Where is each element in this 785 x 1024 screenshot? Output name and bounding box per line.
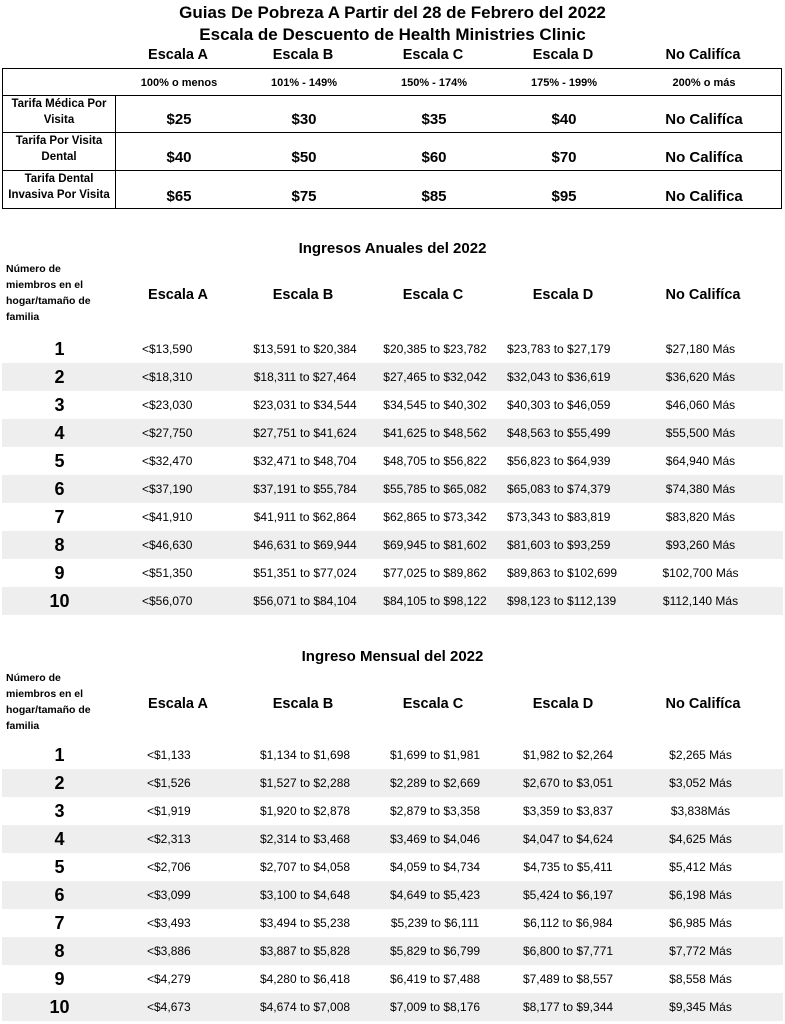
percent-range-c: 150% - 174% xyxy=(400,77,468,89)
income-cell-d: $73,343 to $83,819 xyxy=(507,510,611,524)
label-line: Dental xyxy=(41,151,77,163)
family-size-number: 2 xyxy=(54,367,65,387)
fee-value: $35 xyxy=(421,111,447,128)
family-size-number: 9 xyxy=(54,969,65,989)
income-cell-e: $83,820 Más xyxy=(665,510,736,524)
monthly-income-title: Ingreso Mensual del 2022 xyxy=(301,648,484,665)
income-cell-d: $98,123 to $112,139 xyxy=(507,594,617,608)
family-size-number: 3 xyxy=(54,801,65,821)
fee-value: No Califíca xyxy=(665,149,743,166)
income-cell-a: <$4,673 xyxy=(147,1000,191,1014)
label-line: familia xyxy=(6,311,40,323)
income-cell-a: <$27,750 xyxy=(142,426,193,440)
family-size-number: 8 xyxy=(54,941,65,961)
income-cell-d: $4,047 to $4,624 xyxy=(522,832,614,846)
label-line: Tarifa Médica Por xyxy=(11,98,107,110)
family-size-number: 5 xyxy=(54,451,65,471)
income-cell-c: $1,699 to $1,981 xyxy=(389,748,481,762)
table-row xyxy=(2,559,783,587)
table-row xyxy=(2,391,783,419)
income-cell-c: $69,945 to $81,602 xyxy=(383,538,487,552)
income-cell-d: $1,982 to $2,264 xyxy=(522,748,614,762)
income-cell-a: <$18,310 xyxy=(142,370,193,384)
percent-range-no-califica: 200% o más xyxy=(672,77,736,89)
income-cell-e: $36,620 Más xyxy=(665,370,736,384)
annual-income-title: Ingresos Anuales del 2022 xyxy=(298,240,487,257)
label-line: Número de xyxy=(6,263,61,275)
label-line: miembros en el xyxy=(6,688,84,700)
monthly-header-no-califica: No Califíca xyxy=(665,696,741,712)
income-cell-b: $37,191 to $55,784 xyxy=(253,482,357,496)
fee-value: $40 xyxy=(551,111,577,128)
monthly-header-escala-a: Escala A xyxy=(148,696,208,712)
label-line: Número de xyxy=(6,672,61,684)
income-cell-b: $23,031 to $34,544 xyxy=(253,398,357,412)
income-cell-b: $46,631 to $69,944 xyxy=(253,538,357,552)
family-size-number: 3 xyxy=(54,395,65,415)
family-size-number: 5 xyxy=(54,857,65,877)
income-cell-e: $9,345 Más xyxy=(669,1000,732,1014)
income-cell-e: $112,140 Más xyxy=(662,594,739,608)
income-cell-a: <$23,030 xyxy=(142,398,193,412)
table-row xyxy=(2,587,783,615)
income-cell-c: $5,239 to $6,111 xyxy=(390,916,480,930)
income-cell-c: $34,545 to $40,302 xyxy=(383,398,487,412)
monthly-header-escala-c: Escala C xyxy=(402,696,464,712)
annual-family-size-label xyxy=(6,261,106,325)
income-cell-e: $3,052 Más xyxy=(669,776,732,790)
family-size-number: 6 xyxy=(54,885,65,905)
income-cell-c: $5,829 to $6,799 xyxy=(389,944,481,958)
income-cell-d: $7,489 to $8,557 xyxy=(522,972,614,986)
income-cell-a: <$3,886 xyxy=(147,944,191,958)
fee-value: $85 xyxy=(421,188,447,205)
income-cell-d: $23,783 to $27,179 xyxy=(507,342,611,356)
income-cell-e: $6,198 Más xyxy=(669,888,732,902)
label-line: Visita xyxy=(43,114,75,126)
label-line: Invasiva Por Visita xyxy=(8,189,110,201)
income-cell-a: <$4,279 xyxy=(147,972,191,986)
annual-header-escala-d: Escala D xyxy=(532,287,594,303)
fee-row-label-dental xyxy=(3,133,115,165)
income-cell-b: $27,751 to $41,624 xyxy=(253,426,357,440)
income-cell-d: $40,303 to $46,059 xyxy=(507,398,611,412)
income-cell-c: $27,465 to $32,042 xyxy=(383,370,487,384)
monthly-header-escala-d: Escala D xyxy=(532,696,594,712)
fee-value: $25 xyxy=(166,111,192,128)
income-cell-d: $48,563 to $55,499 xyxy=(507,426,611,440)
fee-header-escala-b: Escala B xyxy=(272,47,334,63)
income-cell-c: $20,385 to $23,782 xyxy=(383,342,487,356)
income-cell-c: $84,105 to $98,122 xyxy=(383,594,487,608)
label-line: familia xyxy=(6,720,40,732)
income-cell-a: <$46,630 xyxy=(142,538,193,552)
income-cell-b: $41,911 to $62,864 xyxy=(253,510,357,524)
income-cell-b: $4,280 to $6,418 xyxy=(259,972,351,986)
table-row xyxy=(2,881,783,909)
table-row xyxy=(2,503,783,531)
income-cell-d: $6,112 to $6,984 xyxy=(523,916,613,930)
income-cell-a: <$1,919 xyxy=(147,804,191,818)
income-cell-c: $62,865 to $73,342 xyxy=(383,510,487,524)
income-cell-b: $56,071 to $84,104 xyxy=(253,594,357,608)
percent-range-d: 175% - 199% xyxy=(530,77,598,89)
label-line: hogar/tamaño de xyxy=(6,704,91,716)
table-row xyxy=(2,937,783,965)
family-size-number: 4 xyxy=(54,423,65,443)
income-cell-d: $89,863 to $102,699 xyxy=(507,566,618,580)
table-row xyxy=(2,419,783,447)
fee-value: $95 xyxy=(551,188,577,205)
family-size-number: 9 xyxy=(54,563,65,583)
income-cell-a: <$3,493 xyxy=(147,916,191,930)
fee-value: $65 xyxy=(166,188,192,205)
percent-range-b: 101% - 149% xyxy=(270,77,338,89)
income-cell-d: $5,424 to $6,197 xyxy=(522,888,614,902)
income-cell-c: $41,625 to $48,562 xyxy=(383,426,487,440)
income-cell-d: $81,603 to $93,259 xyxy=(507,538,611,552)
income-cell-b: $3,887 to $5,828 xyxy=(259,944,351,958)
annual-header-escala-b: Escala B xyxy=(272,287,334,303)
table-row xyxy=(2,769,783,797)
income-cell-d: $56,823 to $64,939 xyxy=(507,454,611,468)
table-row xyxy=(2,797,783,825)
percent-range-a: 100% o menos xyxy=(140,77,218,89)
income-cell-e: $7,772 Más xyxy=(669,944,732,958)
income-cell-c: $2,879 to $3,358 xyxy=(389,804,481,818)
income-cell-a: <$56,070 xyxy=(142,594,193,608)
label-line: Tarifa Dental xyxy=(24,173,94,185)
table-row xyxy=(2,531,783,559)
fee-header-escala-a: Escala A xyxy=(148,47,208,63)
income-cell-b: $2,707 to $4,058 xyxy=(259,860,351,874)
family-size-number: 8 xyxy=(54,535,65,555)
income-cell-c: $3,469 to $4,046 xyxy=(389,832,481,846)
table-row xyxy=(2,965,783,993)
fee-table-headers xyxy=(0,47,785,67)
income-cell-b: $2,314 to $3,468 xyxy=(259,832,351,846)
page-title: Guias De Pobreza A Partir del 28 de Febrero del 2022 xyxy=(179,3,606,22)
income-cell-b: $1,134 to $1,698 xyxy=(259,748,351,762)
income-cell-c: $48,705 to $56,822 xyxy=(383,454,487,468)
label-line: hogar/tamaño de xyxy=(6,295,91,307)
income-cell-a: <$3,099 xyxy=(147,888,191,902)
income-cell-e: $74,380 Más xyxy=(665,482,736,496)
family-size-number: 7 xyxy=(54,913,65,933)
income-cell-b: $4,674 to $7,008 xyxy=(259,1000,351,1014)
fee-header-no-califica: No Califíca xyxy=(665,47,741,63)
income-cell-a: <$1,133 xyxy=(147,748,191,762)
income-cell-b: $13,591 to $20,384 xyxy=(253,342,357,356)
income-cell-b: $32,471 to $48,704 xyxy=(253,454,357,468)
monthly-header-escala-b: Escala B xyxy=(272,696,334,712)
income-cell-e: $64,940 Más xyxy=(665,454,736,468)
annual-header-escala-c: Escala C xyxy=(402,287,464,303)
fee-value: $30 xyxy=(291,111,317,128)
income-cell-b: $51,351 to $77,024 xyxy=(253,566,357,580)
table-row xyxy=(2,853,783,881)
monthly-family-size-label xyxy=(6,670,106,734)
income-cell-a: <$2,313 xyxy=(147,832,191,846)
income-cell-c: $6,419 to $7,488 xyxy=(389,972,481,986)
table-row xyxy=(2,825,783,853)
income-cell-a: <$37,190 xyxy=(142,482,193,496)
income-cell-a: <$1,526 xyxy=(147,776,191,790)
income-cell-d: $2,670 to $3,051 xyxy=(522,776,614,790)
family-size-number: 1 xyxy=(54,745,65,765)
income-cell-c: $77,025 to $89,862 xyxy=(383,566,487,580)
income-cell-e: $8,558 Más xyxy=(669,972,732,986)
income-cell-d: $6,800 to $7,771 xyxy=(522,944,614,958)
fee-value: $60 xyxy=(421,149,447,166)
income-cell-e: $5,412 Más xyxy=(669,860,732,874)
family-size-number: 7 xyxy=(54,507,65,527)
table-row xyxy=(2,741,783,769)
family-size-number: 4 xyxy=(54,829,65,849)
income-cell-e: $93,260 Más xyxy=(665,538,736,552)
income-cell-c: $2,289 to $2,669 xyxy=(389,776,481,790)
income-cell-e: $27,180 Más xyxy=(665,342,736,356)
income-cell-b: $1,527 to $2,288 xyxy=(259,776,351,790)
annual-header-escala-a: Escala A xyxy=(148,287,208,303)
income-cell-d: $3,359 to $3,837 xyxy=(522,804,614,818)
income-cell-c: $55,785 to $65,082 xyxy=(383,482,487,496)
divider xyxy=(3,132,781,133)
income-cell-e: $46,060 Más xyxy=(665,398,736,412)
income-cell-e: $6,985 Más xyxy=(669,916,732,930)
fee-row-label-invasive-dental xyxy=(3,171,115,203)
table-row xyxy=(2,447,783,475)
income-cell-b: $1,920 to $2,878 xyxy=(259,804,351,818)
annual-header-no-califica: No Califíca xyxy=(665,287,741,303)
fee-row-label-medical xyxy=(3,96,115,128)
family-size-number: 10 xyxy=(49,591,70,611)
fee-value: $75 xyxy=(291,188,317,205)
fee-value: $50 xyxy=(291,149,317,166)
income-cell-e: $102,700 Más xyxy=(662,566,739,580)
income-cell-a: <$13,590 xyxy=(142,342,193,356)
income-cell-a: <$2,706 xyxy=(147,860,191,874)
fee-value: No Califíca xyxy=(665,111,743,128)
fee-table xyxy=(2,68,782,209)
divider xyxy=(115,95,116,208)
fee-value: No Califica xyxy=(665,188,743,205)
table-row xyxy=(2,363,783,391)
income-cell-a: <$51,350 xyxy=(142,566,193,580)
income-cell-b: $3,100 to $4,648 xyxy=(259,888,351,902)
income-cell-e: $4,625 Más xyxy=(669,832,732,846)
family-size-number: 10 xyxy=(49,997,70,1017)
fee-value: $70 xyxy=(551,149,577,166)
income-cell-c: $4,059 to $4,734 xyxy=(389,860,481,874)
income-cell-d: $4,735 to $5,411 xyxy=(523,860,613,874)
income-cell-b: $3,494 to $5,238 xyxy=(259,916,351,930)
table-row xyxy=(2,335,783,363)
income-cell-d: $65,083 to $74,379 xyxy=(507,482,611,496)
table-row xyxy=(2,993,783,1021)
family-size-number: 6 xyxy=(54,479,65,499)
income-cell-d: $32,043 to $36,619 xyxy=(507,370,611,384)
income-cell-d: $8,177 to $9,344 xyxy=(522,1000,614,1014)
page-subtitle: Escala de Descuento de Health Ministries Clinic xyxy=(199,25,586,44)
income-cell-c: $7,009 to $8,176 xyxy=(389,1000,481,1014)
income-cell-a: <$32,470 xyxy=(142,454,193,468)
fee-value: $40 xyxy=(166,149,192,166)
divider xyxy=(3,95,781,96)
label-line: Tarifa Por Visita xyxy=(15,135,103,147)
family-size-number: 1 xyxy=(54,339,65,359)
income-cell-e: $2,265 Más xyxy=(669,748,732,762)
table-row xyxy=(2,475,783,503)
table-row xyxy=(2,909,783,937)
income-cell-e: $55,500 Más xyxy=(665,426,736,440)
income-cell-e: $3,838Más xyxy=(670,804,731,818)
income-cell-a: <$41,910 xyxy=(142,510,193,524)
fee-header-escala-d: Escala D xyxy=(532,47,594,63)
label-line: miembros en el xyxy=(6,279,84,291)
family-size-number: 2 xyxy=(54,773,65,793)
fee-header-escala-c: Escala C xyxy=(402,47,464,63)
income-cell-c: $4,649 to $5,423 xyxy=(389,888,481,902)
income-cell-b: $18,311 to $27,464 xyxy=(253,370,357,384)
divider xyxy=(3,170,781,171)
